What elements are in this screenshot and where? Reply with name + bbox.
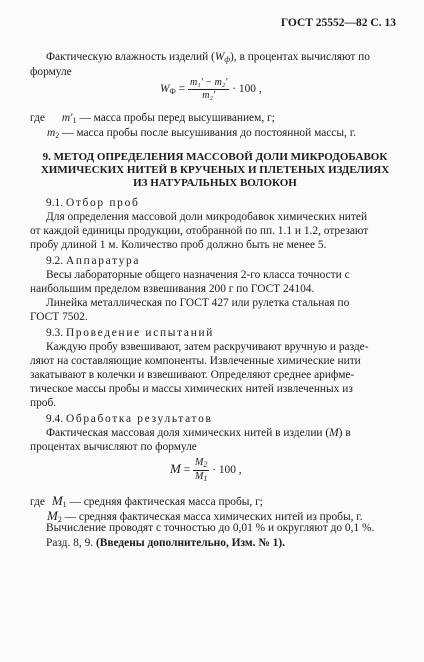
calculation-precision: Вычисление проводят с точностью до 0,01 % и округляют до 0,1 %. xyxy=(46,522,375,534)
section-title-line1: 9. МЕТОД ОПРЕДЕЛЕНИЯ МАССОВОЙ ДОЛИ МИКРОДОБАВОК xyxy=(42,151,388,163)
section-title-line3: ИЗ НАТУРАЛЬНЫХ ВОЛОКОН xyxy=(133,177,297,189)
s93-line: закатывают в колечки и взвешивают. Определяют среднее арифме- xyxy=(30,369,355,381)
s92-line: Линейка металлическая по ГОСТ 427 или рулетка стальная по xyxy=(46,297,350,309)
s93-line: ляют на составляющие компоненты. Извлеченные химические нити xyxy=(30,355,361,367)
formula-mass-fraction-fraction: $\frac{M_2}{M_1}$ xyxy=(195,457,208,483)
subsection-9-4-heading: 9.4. Обработка результатов xyxy=(46,413,213,425)
paragraph-humidity-line2: формуле xyxy=(30,66,72,78)
subsection-9-2-heading: 9.2. Аппаратура xyxy=(46,255,141,267)
s92-line: наибольшим пределом взвешивания 200 г по ГОСТ 24104. xyxy=(30,283,315,295)
s94-line2: процентах вычисляют по формуле xyxy=(30,441,197,453)
definition-m1: где $m'_1$ — масса пробы перед высушиванием, г; xyxy=(30,112,275,125)
formula-humidity: $W_Ф$ = $\frac{\text{m₁' − m₂'}}{\text{m₂'}}$ · 100 , xyxy=(160,77,262,101)
formula-humidity-fraction: $\frac{\text{m₁' − m₂'}}{\text{m₂'}}$ xyxy=(189,77,228,101)
s91-line: от каждой единицы продукции, отобранной по пп. 1.1 и 1.2, отрезают xyxy=(30,225,369,237)
definition-M2: $M_2$ — средняя фактическая масса химических нитей из пробы, г. xyxy=(47,508,363,524)
s91-line: пробу длиной 1 м. Количество проб должно быть не менее 5. xyxy=(30,239,327,251)
s92-line: Весы лабораторные общего назначения 2-го класса точности с xyxy=(46,269,350,281)
subsection-9-3-heading: 9.3. Проведение испытаний xyxy=(46,327,215,339)
section-title-line2: ХИМИЧЕСКИХ НИТЕЙ В КРУЧЕНЫХ И ПЛЕТЕНЫХ ИЗДЕЛИЯХ xyxy=(40,164,390,176)
page-header: ГОСТ 25552—82 С. 13 xyxy=(280,17,396,29)
footer-amendment: Разд. 8, 9. (Введены дополнительно, Изм. № 1). xyxy=(46,537,285,549)
subsection-9-1-heading: 9.1. Отбор проб xyxy=(46,197,140,209)
s94-line1: Фактическая массовая доля химических нитей в изделии (M) в xyxy=(46,427,351,439)
formula-mass-fraction: M = $\frac{M_2}{M_1}$ · 100 , xyxy=(170,457,242,483)
s91-line: Для определения массовой доли микродобавок химических нитей xyxy=(46,211,368,223)
s92-line: ГОСТ 7502. xyxy=(30,311,88,323)
s93-line: тическое массы пробы и массы химических нитей извлеченных из xyxy=(30,383,353,395)
s93-line: проб. xyxy=(30,397,57,409)
paragraph-humidity: Фактическую влажность изделий $(W_ф)$, в процентах вычисляют по xyxy=(46,51,370,64)
s93-line: Каждую пробу взвешивают, затем раскручивают вручную и разде- xyxy=(46,341,369,353)
definition-M1: где $M_1$ — средняя фактическая масса пробы, г; xyxy=(30,493,263,509)
definition-m2: $m_2$ — масса пробы после высушивания до постоянной массы, г. xyxy=(47,127,356,140)
